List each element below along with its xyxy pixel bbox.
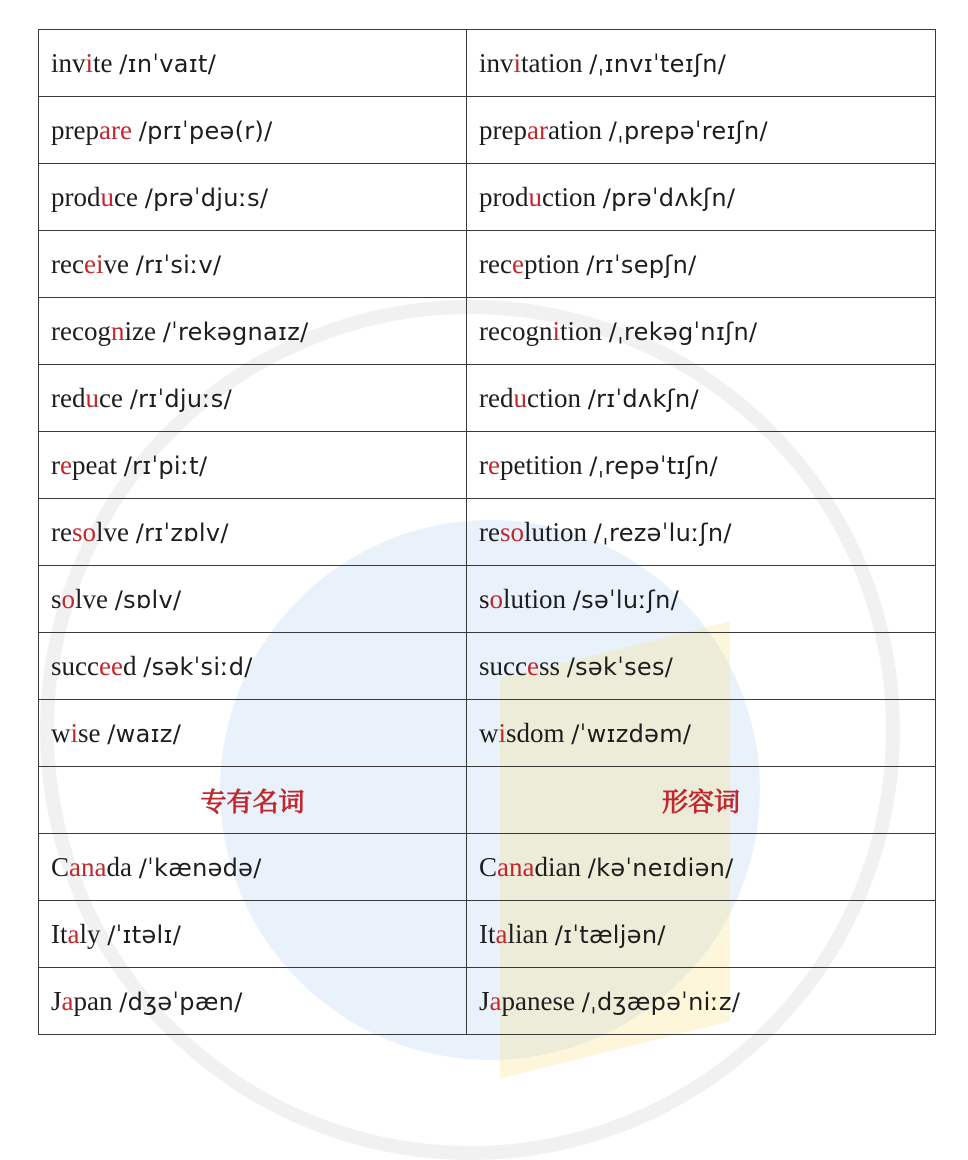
word-cell-left (39, 164, 467, 231)
word-cell-right (467, 968, 936, 1035)
word (51, 852, 132, 882)
table-row (39, 633, 936, 700)
word-prefix: w (51, 717, 71, 748)
word-highlight: o (61, 583, 76, 614)
word-suffix: ce (98, 382, 123, 413)
word-cell-left (39, 968, 467, 1035)
word-cell-left (39, 566, 467, 633)
word-cell-left (39, 432, 467, 499)
word-suffix: petition (499, 449, 583, 480)
word (51, 182, 138, 212)
word (51, 48, 113, 78)
vocabulary-table (38, 29, 936, 1035)
phonetic: /rɪˈsiːv/ (135, 250, 222, 279)
word-cell-right (467, 97, 936, 164)
phonetic: /ˌprepəˈreɪʃn/ (608, 116, 768, 145)
table-row (39, 499, 936, 566)
word-prefix: succ (51, 650, 99, 681)
word-prefix: J (51, 985, 62, 1016)
word-suffix: ss (538, 650, 560, 681)
word (479, 986, 575, 1016)
word-suffix: panese (501, 985, 575, 1016)
word (51, 383, 123, 413)
word-highlight: i (513, 47, 522, 78)
word-suffix: te (93, 47, 113, 78)
word-cell-right (467, 432, 936, 499)
word-highlight: e (511, 248, 524, 279)
phonetic: /sɒlv/ (114, 585, 182, 614)
word (479, 383, 581, 413)
phonetic: /ɪˈtæljən/ (554, 920, 666, 949)
word (479, 115, 602, 145)
word-suffix: lution (524, 516, 588, 547)
word (51, 316, 156, 346)
word (479, 249, 579, 279)
word-suffix: dian (534, 851, 581, 882)
word (51, 115, 132, 145)
word-prefix: C (479, 851, 498, 882)
word-cell-right (467, 365, 936, 432)
phonetic: /rɪˈzɒlv/ (135, 518, 229, 547)
word-highlight: e (526, 650, 539, 681)
table-row (39, 298, 936, 365)
word-cell-right (467, 901, 936, 968)
phonetic: /səkˈses/ (566, 652, 674, 681)
word-prefix: J (479, 985, 490, 1016)
word-prefix: rec (479, 248, 512, 279)
word-highlight: ar (526, 114, 548, 145)
word-highlight: a (61, 985, 74, 1016)
phonetic: /ˌrezəˈluːʃn/ (593, 518, 732, 547)
word (479, 316, 602, 346)
word-cell-right (467, 231, 936, 298)
table-row (39, 432, 936, 499)
table-row (39, 164, 936, 231)
word (479, 584, 566, 614)
word-suffix: ce (114, 181, 138, 212)
table-row (39, 97, 936, 164)
phonetic: /rɪˈdʌkʃn/ (587, 384, 699, 413)
word-cell-left (39, 633, 467, 700)
phonetic: /ˈwɪzdəm/ (571, 719, 692, 748)
word-prefix: r (51, 449, 60, 480)
word-prefix: prod (479, 181, 529, 212)
word-highlight: u (513, 382, 527, 413)
phonetic: /prəˈdjuːs/ (144, 183, 269, 212)
word-highlight: i (552, 315, 560, 346)
phonetic: /prɪˈpeə(r)/ (138, 116, 273, 145)
word-highlight: e (488, 449, 500, 480)
word-prefix: recog (51, 315, 111, 346)
phonetic: /waɪz/ (107, 719, 182, 748)
word (51, 986, 112, 1016)
word-highlight: o (489, 583, 504, 614)
word-cell-right (467, 164, 936, 231)
word-suffix: ve (103, 248, 129, 279)
phonetic: /rɪˈdjuːs/ (129, 384, 232, 413)
phonetic: /ˈɪtəlɪ/ (107, 920, 182, 949)
word-prefix: s (51, 583, 62, 614)
phonetic: /ˌrepəˈtɪʃn/ (589, 451, 718, 480)
phonetic: /səkˈsiːd/ (143, 652, 253, 681)
word-prefix: r (479, 449, 488, 480)
word (479, 48, 583, 78)
word-suffix: ly (79, 918, 101, 949)
table-row (39, 700, 936, 767)
word-highlight: e (60, 449, 72, 480)
word (51, 249, 129, 279)
word-cell-right (467, 499, 936, 566)
word-prefix: succ (479, 650, 527, 681)
table-row (39, 30, 936, 97)
table-row (39, 231, 936, 298)
word-highlight: u (528, 181, 542, 212)
phonetic: /səˈluːʃn/ (572, 585, 680, 614)
phonetic: /ˈkænədə/ (138, 853, 262, 882)
word-suffix: ation (547, 114, 602, 145)
word-prefix: recogn (479, 315, 553, 346)
word (51, 450, 117, 480)
section-heading-left: 专有名词 (39, 767, 467, 834)
word-cell-left (39, 700, 467, 767)
phonetic: /ˈrekəgnaɪz/ (162, 317, 309, 346)
word-cell-right (467, 834, 936, 901)
word-prefix: It (479, 918, 496, 949)
word-highlight: u (100, 181, 114, 212)
table-row (39, 834, 936, 901)
word-highlight: i (498, 717, 507, 748)
word-prefix: red (479, 382, 514, 413)
word (51, 584, 108, 614)
word-suffix: da (106, 851, 132, 882)
word-suffix: lve (75, 583, 109, 614)
word-prefix: s (479, 583, 490, 614)
word (479, 718, 565, 748)
phonetic: /kəˈneɪdiən/ (587, 853, 734, 882)
word-suffix: ction (526, 382, 581, 413)
word-highlight: ei (83, 248, 104, 279)
word-prefix: re (479, 516, 500, 547)
word-suffix: sdom (506, 717, 565, 748)
word-highlight: u (85, 382, 99, 413)
word-prefix: rec (51, 248, 84, 279)
word-prefix: re (51, 516, 72, 547)
word-prefix: red (51, 382, 86, 413)
word (479, 852, 581, 882)
phonetic: /rɪˈsepʃn/ (586, 250, 697, 279)
table-row (39, 566, 936, 633)
word (479, 182, 596, 212)
word-suffix: ize (124, 315, 156, 346)
phonetic: /prəˈdʌkʃn/ (602, 183, 736, 212)
word-prefix: It (51, 918, 68, 949)
word-highlight: ee (98, 650, 123, 681)
word-highlight: so (71, 516, 96, 547)
phonetic: /ˌɪnvɪˈteɪʃn/ (589, 49, 727, 78)
vocabulary-table-body (39, 30, 936, 1035)
word-cell-left (39, 298, 467, 365)
word-prefix: C (51, 851, 70, 882)
word-cell-left (39, 901, 467, 968)
word-suffix: lution (503, 583, 567, 614)
word-prefix: prep (479, 114, 527, 145)
word-cell-right (467, 566, 936, 633)
word-suffix: tation (521, 47, 583, 78)
word (479, 450, 582, 480)
word-cell-right (467, 298, 936, 365)
word-cell-right (467, 700, 936, 767)
word-cell-right (467, 633, 936, 700)
word-suffix: se (78, 717, 101, 748)
word-highlight: ana (69, 851, 107, 882)
word-suffix: ction (542, 181, 596, 212)
word-highlight: a (489, 985, 502, 1016)
word-suffix: peat (71, 449, 117, 480)
word-highlight: a (495, 918, 508, 949)
word-suffix: tion (559, 315, 602, 346)
word-suffix: lve (96, 516, 129, 547)
word-suffix: ption (523, 248, 580, 279)
table-row (39, 901, 936, 968)
word-cell-left (39, 365, 467, 432)
word-suffix: lian (507, 918, 548, 949)
word (51, 651, 136, 681)
word-highlight: a (67, 918, 80, 949)
word (51, 919, 101, 949)
table-row (39, 365, 936, 432)
word-prefix: inv (51, 47, 86, 78)
word-prefix: prep (51, 114, 99, 145)
word-highlight: are (98, 114, 132, 145)
word-cell-left (39, 499, 467, 566)
word (51, 718, 101, 748)
phonetic: /ˌrekəgˈnɪʃn/ (608, 317, 758, 346)
word-highlight: i (70, 717, 79, 748)
word-prefix: inv (479, 47, 514, 78)
word-suffix: pan (73, 985, 113, 1016)
word (51, 517, 129, 547)
phonetic: /ˌdʒæpəˈniːz/ (581, 987, 741, 1016)
word-highlight: n (110, 315, 125, 346)
word-cell-left (39, 97, 467, 164)
word-prefix: w (479, 717, 499, 748)
word (479, 919, 548, 949)
word-highlight: so (499, 516, 524, 547)
phonetic: /dʒəˈpæn/ (119, 987, 243, 1016)
word-cell-right (467, 30, 936, 97)
word (479, 517, 587, 547)
word-cell-left (39, 231, 467, 298)
word-cell-left (39, 30, 467, 97)
section-heading-right: 形容词 (467, 767, 936, 834)
phonetic: /ɪnˈvaɪt/ (119, 49, 217, 78)
word-prefix: prod (51, 181, 101, 212)
phonetic: /rɪˈpiːt/ (123, 451, 208, 480)
word-cell-left (39, 834, 467, 901)
table-row (39, 968, 936, 1035)
word-highlight: i (85, 47, 94, 78)
word (479, 651, 560, 681)
section-heading-row (39, 767, 936, 834)
word-highlight: ana (497, 851, 535, 882)
word-suffix: d (122, 650, 137, 681)
